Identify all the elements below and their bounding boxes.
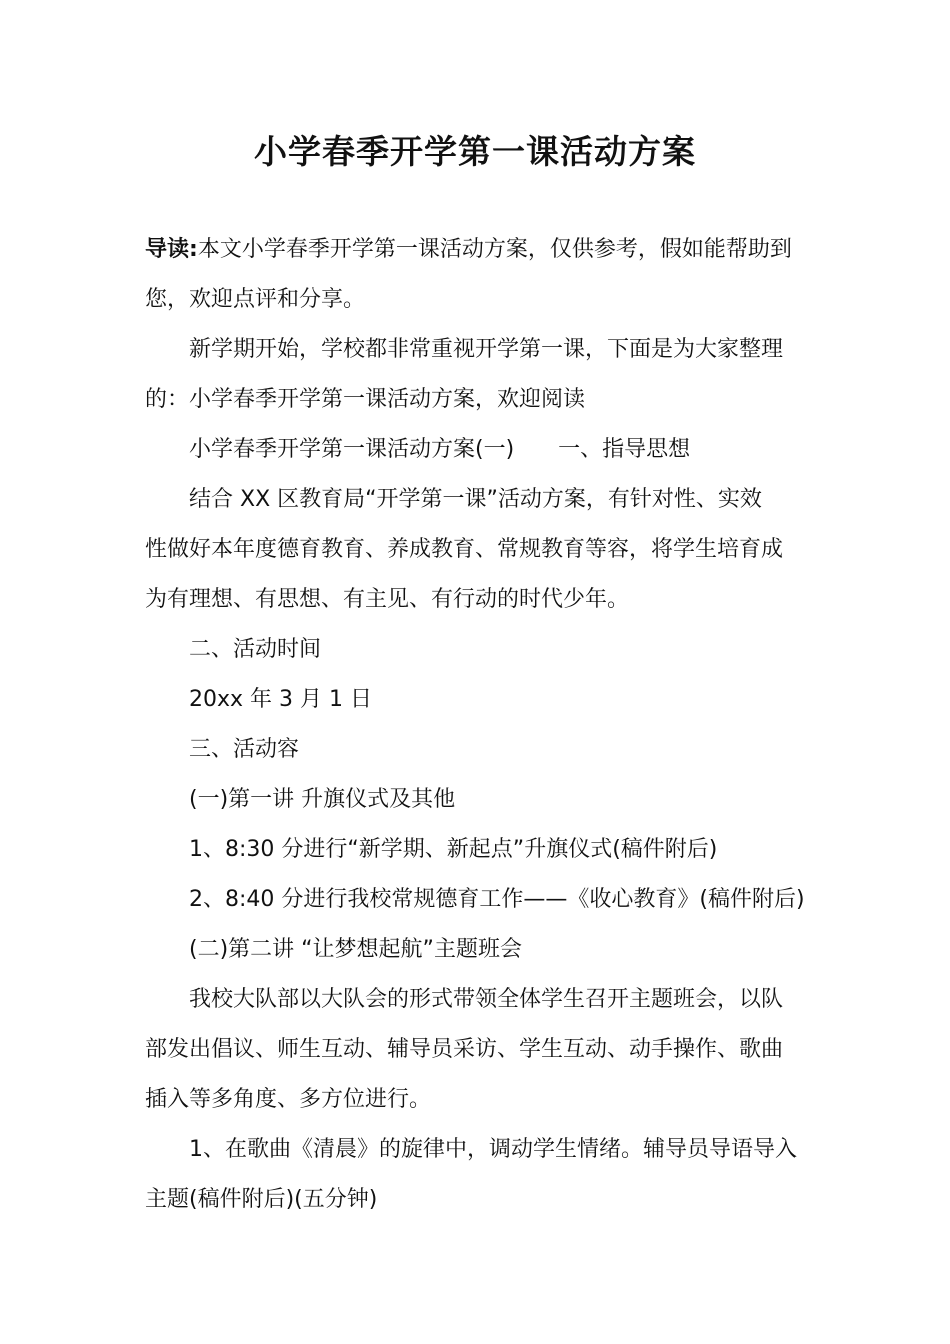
lecture-1-heading: (一)第一讲 升旗仪式及其他 [189, 787, 456, 812]
paragraph-2-line-2: 性做好本年度德育教育、养成教育、常规教育等容，将学生培育成 [145, 537, 784, 562]
paragraph-3-line-1: 我校大队部以大队会的形式带领全体学生召开主题班会，以队 [189, 987, 784, 1012]
paragraph-3-line-3: 插入等多角度、多方位进行。 [145, 1087, 432, 1112]
list-item-3-line-1: 1、在歌曲《清晨》的旋律中，调动学生情绪。辅导员导语导入 [189, 1137, 797, 1162]
intro-label: 导读: [145, 237, 198, 262]
activity-date: 20xx 年 3 月 1 日 [189, 687, 372, 712]
section-heading: 小学春季开学第一课活动方案(一) [189, 437, 515, 462]
section-2-heading: 二、活动时间 [189, 637, 322, 662]
document-title: 小学春季开学第一课活动方案 [254, 132, 696, 171]
paragraph-1-line-2: 的：小学春季开学第一课活动方案，欢迎阅读 [145, 387, 586, 412]
lecture-2-heading: (二)第二讲 “让梦想起航”主题班会 [189, 937, 522, 962]
section-heading-line [189, 434, 829, 466]
list-item-1: 1、8:30 分进行“新学期、新起点”升旗仪式(稿件附后) [189, 837, 718, 862]
list-item-3-line-2: 主题(稿件附后)(五分钟) [145, 1187, 378, 1212]
paragraph-1-line-1: 新学期开始，学校都非常重视开学第一课，下面是为大家整理 [189, 337, 784, 362]
section-1-heading: 一、指导思想 [558, 437, 691, 462]
paragraph-3-line-2: 部发出倡议、师生互动、辅导员采访、学生互动、动手操作、歌曲 [145, 1037, 784, 1062]
paragraph-2-line-3: 为有理想、有思想、有主见、有行动的时代少年。 [145, 587, 630, 612]
intro-line-1 [145, 234, 825, 266]
intro-text: 本文小学春季开学第一课活动方案，仅供参考，假如能帮助到 [197, 237, 792, 262]
list-item-2: 2、8:40 分进行我校常规德育工作——《收心教育》(稿件附后) [189, 887, 805, 912]
intro-line-2: 您，欢迎点评和分享。 [145, 287, 366, 312]
paragraph-2-line-1: 结合 XX 区教育局“开学第一课”活动方案，有针对性、实效 [189, 487, 762, 512]
section-3-heading: 三、活动容 [189, 737, 300, 762]
